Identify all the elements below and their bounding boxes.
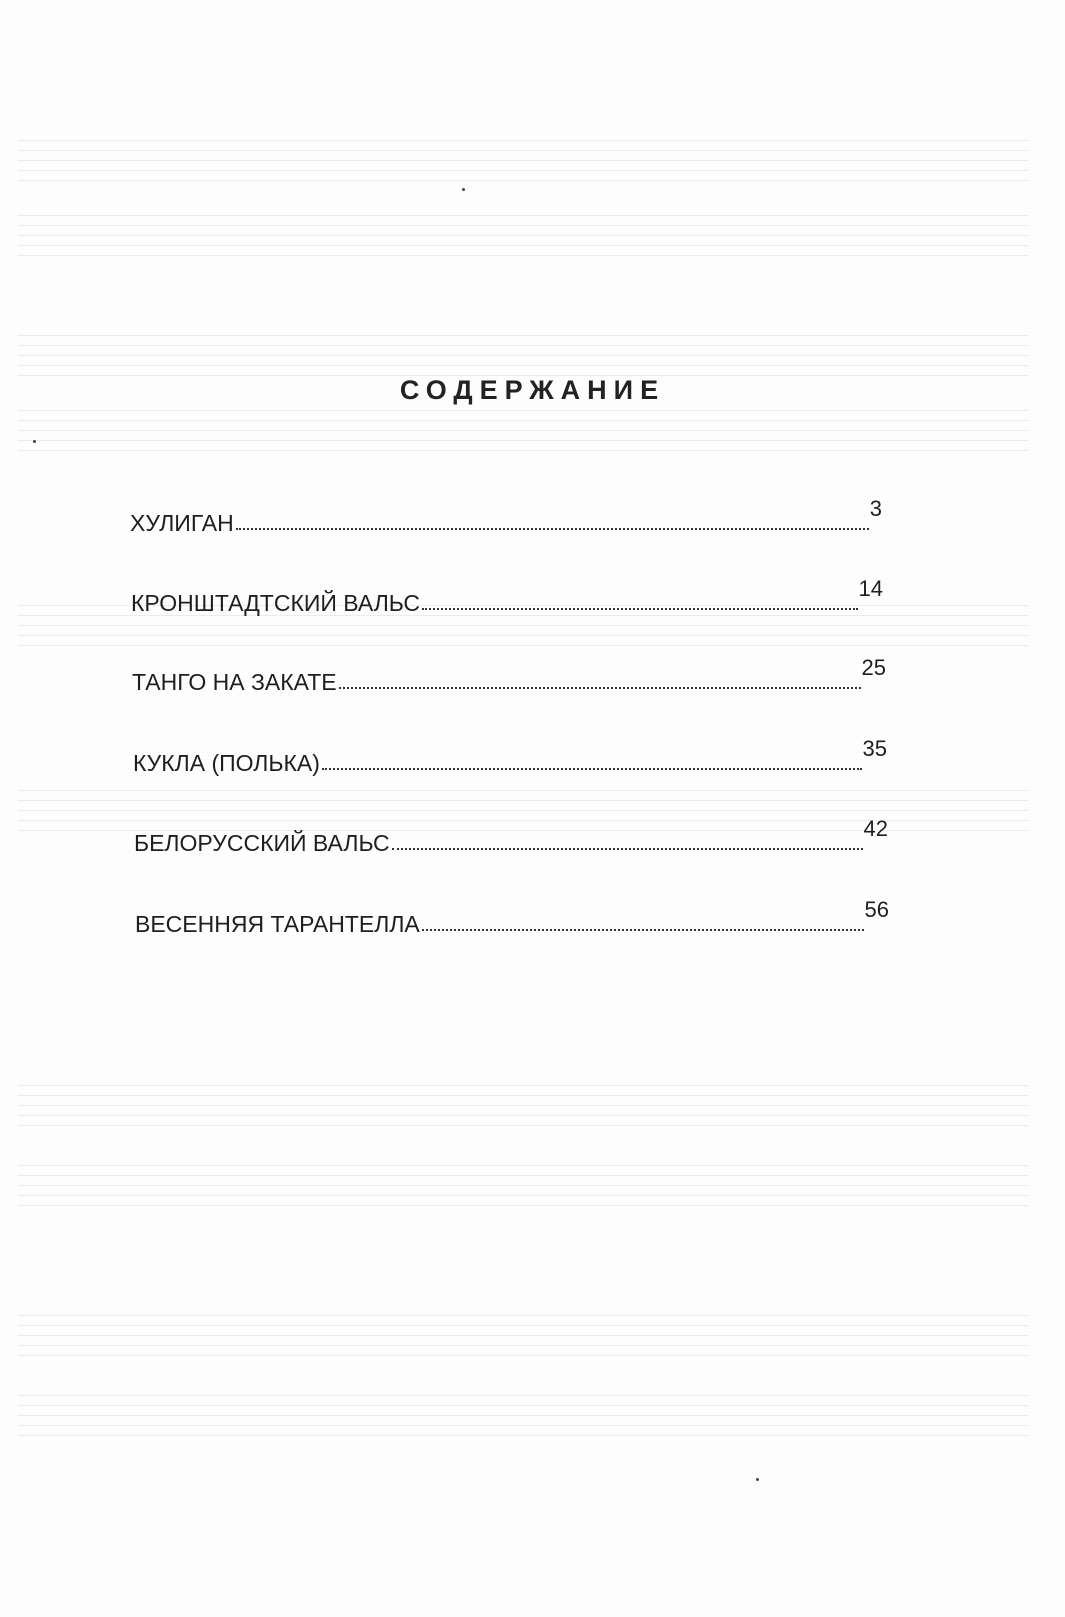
toc-entry-page: 14 [858,576,883,601]
toc-entry-page: 35 [862,736,887,761]
toc-entry-title: ХУЛИГАН [130,510,234,536]
toc-entry[interactable] [131,576,883,616]
toc-entry-title: ВЕСЕННЯЯ ТАРАНТЕЛЛА [135,911,420,937]
toc-dot-leader [392,847,863,850]
toc-entry-page: 25 [861,655,886,680]
toc-dot-leader [422,607,858,610]
toc-dot-leader [422,928,864,931]
toc-entry-title: КРОНШТАДТСКИЙ ВАЛЬС [131,590,421,616]
toc-entry[interactable] [132,655,886,695]
toc-entry[interactable] [133,736,887,776]
toc-entry-title: БЕЛОРУССКИЙ ВАЛЬС [134,830,390,856]
toc-dot-leader [322,767,862,770]
toc-entry[interactable] [130,496,882,536]
toc-entry-title: ТАНГО НА ЗАКАТЕ [132,669,337,695]
toc-entry-page: 3 [869,496,882,521]
toc-entry-page: 42 [863,816,888,841]
toc-entry[interactable] [134,816,888,856]
toc-entry-title: КУКЛА (ПОЛЬКА) [133,750,320,776]
toc-dot-leader [236,527,869,530]
toc-entry[interactable] [135,897,889,937]
page-title: СОДЕРЖАНИЕ [399,375,666,405]
toc-entry-page: 56 [864,897,889,922]
toc-dot-leader [339,686,861,689]
